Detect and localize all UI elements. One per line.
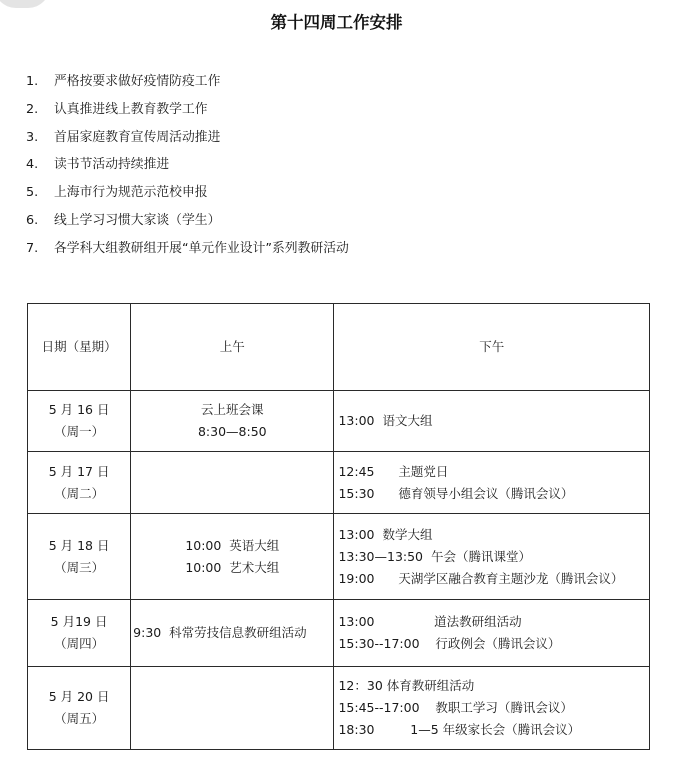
- list-item-text: 首届家庭教育宣传周活动推进: [54, 129, 221, 145]
- afternoon-entry: 15:30 德育领导小组会议（腾讯会议）: [338, 485, 574, 501]
- list-item-text: 严格按要求做好疫情防疫工作: [54, 74, 221, 89]
- morning-entry: 8:30—8:50: [197, 424, 267, 439]
- morning-cell: [131, 514, 334, 600]
- list-item-number: 7.: [26, 240, 39, 256]
- date-cell: [28, 667, 131, 750]
- list-item: [26, 211, 349, 239]
- list-item: [26, 72, 349, 100]
- task-list: [26, 72, 349, 267]
- list-item-number: 3.: [26, 129, 39, 145]
- afternoon-entry: 15:30--17:00 行政例会（腾讯会议）: [338, 636, 561, 651]
- list-item-number: 4.: [26, 157, 39, 173]
- header-morning: 上午: [131, 304, 334, 391]
- afternoon-cell: [334, 667, 650, 750]
- header-date: 日期（星期）: [28, 304, 131, 391]
- table-header-row: [28, 304, 650, 391]
- list-item-number: 5.: [26, 185, 39, 201]
- weekday-text: （周五）: [54, 711, 105, 726]
- afternoon-cell: [334, 600, 650, 667]
- list-item-text: 认真推进线上教育教学工作: [54, 101, 208, 117]
- weekday-text: （周四）: [54, 636, 105, 651]
- weekday-text: （周三）: [54, 559, 105, 575]
- afternoon-entry: 12:45 主题党日: [338, 463, 449, 479]
- list-item-text: 上海市行为规范示范校申报: [54, 185, 208, 201]
- afternoon-entry: 13:00 道法教研组活动: [338, 614, 522, 629]
- afternoon-entry: 12：30 体育教研组活动: [338, 678, 475, 693]
- table-row: [28, 667, 650, 750]
- list-item-number: 2.: [26, 101, 39, 117]
- list-item: [26, 100, 349, 128]
- afternoon-entry: 15:45--17:00 教职工学习（腾讯会议）: [338, 700, 573, 715]
- date-text: 5 月 16 日: [48, 402, 110, 417]
- date-text: 5 月19 日: [50, 614, 108, 629]
- morning-cell: [131, 452, 334, 514]
- date-cell: [28, 452, 131, 514]
- date-text: 5 月 18 日: [48, 537, 110, 553]
- afternoon-cell: [334, 452, 650, 514]
- header-afternoon: 下午: [334, 304, 650, 391]
- afternoon-entry: 13:30—13:50 午会（腾讯课堂）: [338, 548, 531, 564]
- table-row: [28, 514, 650, 600]
- afternoon-entry: 13:00 数学大组: [338, 526, 433, 542]
- afternoon-entry: 13:00 语文大组: [338, 413, 433, 428]
- list-item-text: 各学科大组教研组开展“单元作业设计”系列教研活动: [54, 240, 349, 256]
- afternoon-entry: 18:30 1—5 年级家长会（腾讯会议）: [338, 722, 581, 737]
- date-text: 5 月 17 日: [48, 463, 110, 479]
- date-cell: [28, 514, 131, 600]
- schedule-table: [27, 303, 650, 750]
- table-row: [28, 452, 650, 514]
- corner-mark: [0, 0, 50, 8]
- list-item: [26, 239, 349, 267]
- afternoon-cell: [334, 514, 650, 600]
- weekday-text: （周一）: [54, 424, 105, 439]
- page-title: 第十四周工作安排: [270, 13, 403, 32]
- list-item-number: 6.: [26, 212, 39, 228]
- list-item: [26, 128, 349, 156]
- date-cell: [28, 391, 131, 452]
- list-item-number: 1.: [26, 74, 39, 89]
- date-cell: [28, 600, 131, 667]
- weekday-text: （周二）: [54, 485, 105, 501]
- table-row: [28, 600, 650, 667]
- list-item: [26, 155, 349, 183]
- morning-entry: 10:00 英语大组: [185, 537, 280, 553]
- list-item-text: 线上学习习惯大家谈（学生）: [54, 212, 221, 228]
- morning-entry: 云上班会课: [201, 402, 264, 417]
- date-text: 5 月 20 日: [48, 689, 110, 704]
- morning-cell: [131, 667, 334, 750]
- table-row: [28, 391, 650, 452]
- morning-cell: [131, 600, 334, 667]
- morning-entry: 10:00 艺术大组: [185, 559, 280, 575]
- afternoon-entry: 19:00 天湖学区融合教育主题沙龙（腾讯会议）: [338, 570, 624, 586]
- list-item-text: 读书节活动持续推进: [54, 157, 170, 173]
- morning-entry: 9:30 科常劳技信息教研组活动: [133, 625, 307, 640]
- list-item: [26, 183, 349, 211]
- afternoon-cell: [334, 391, 650, 452]
- morning-cell: [131, 391, 334, 452]
